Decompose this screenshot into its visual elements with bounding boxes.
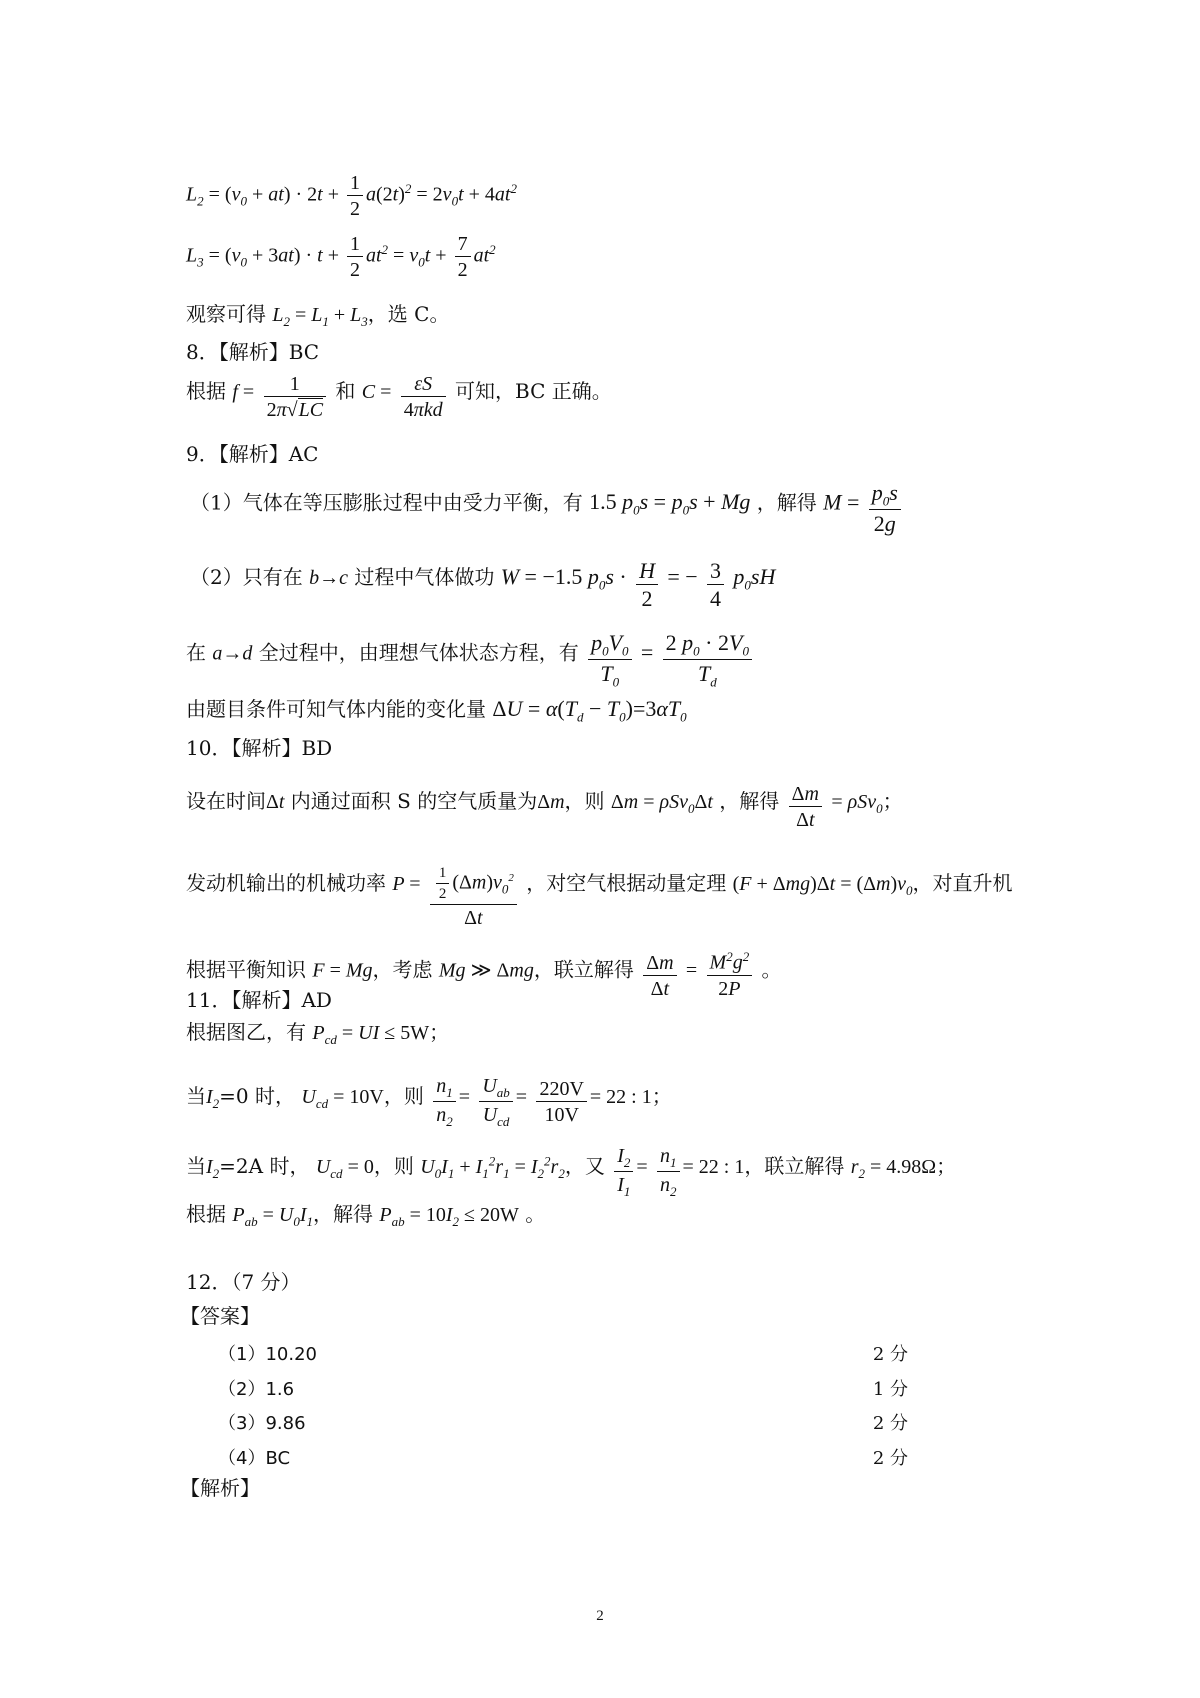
q10-heading: 10．【解析】BD: [186, 736, 333, 760]
q10-part3: 根据平衡知识 F = Mg，考虑 Mg ≫ Δmg，联立解得 $\frac{\Delta m}{\Delta t}$ = $\frac{M^2g^2}{2P}$ 。: [186, 949, 782, 1000]
q11-part3: 当$I_2=2A$ 时， $U_{cd} = 0$，则 $U_0I_1 + I_1^2r_1 = I_2^2r_2$，又 $\frac{I_2}{I_1}$ = $\frac{n_1}{n_2}$ = 22 : 1，联立解得 $r_2 = 4.98\Omega$；: [186, 1145, 957, 1199]
answer-row: [218, 1409, 908, 1435]
equation-L3: $L_3 = (v_0 + 3at) \cdot t$ + $\frac{1}{2}$ $at^2 = v_0t$ + $\frac{7}{2}$ $at^2$: [186, 233, 496, 281]
q10-p3-b: ，考虑: [372, 957, 433, 982]
q10-p1-c: ，则: [564, 789, 605, 813]
q8-heading: 8．【解析】BC: [186, 340, 320, 364]
q12-answer-label: 【答案】: [180, 1304, 260, 1328]
q11-p4-c: 。: [525, 1202, 546, 1226]
q9-part3-text-b: 全过程中，由理想气体状态方程，有: [258, 640, 579, 665]
answer-row: [218, 1444, 908, 1470]
q9-part4: 由题目条件可知气体内能的变化量 $\Delta U = \alpha(T_d - T_0)=3\alpha T_0$: [186, 696, 687, 725]
q9-part3: 在 a→d 全过程中，由理想气体状态方程，有 $\frac{p_0V_0}{T_0}$ = $\frac{2 p_0 \cdot 2V_0}{T_d}$: [186, 632, 755, 689]
q9-part3-text: 在: [186, 640, 206, 665]
q10-part1: 设在时间Δt 内通过面积 S 的空气质量为Δm，则 Δm = ρSv$_0$Δt ，解得 $\frac{\Delta m}{\Delta t}$ = ρSv$_0$；: [186, 783, 903, 831]
q11-part4: 根据 $P_{ab} = U_0I_1$，解得 $P_{ab} = 10I_2 \le 20W$ 。: [186, 1202, 546, 1229]
q9-part2: （2）只有在 b→c 过程中气体做功 W = −1.5 $p_0s$ · $\frac{H}{2}$ = − $\frac{3}{4}$ $p_0sH$: [190, 558, 776, 611]
q10-p1-b: 内通过面积 S 的空气质量为: [290, 789, 538, 813]
q11-p4-a: 根据: [186, 1202, 226, 1226]
answer-points: 1 分: [872, 1379, 908, 1400]
page-number: 2: [596, 1608, 604, 1624]
q11-p2-b: =0 时，: [219, 1084, 296, 1108]
answer-row: [218, 1340, 908, 1366]
observe-prefix: 观察可得: [186, 302, 266, 326]
q10-p3-d: 。: [761, 957, 782, 982]
q11-p4-b: ，解得: [312, 1202, 373, 1226]
equation-L2: $L_2 = (v_0 + at) \cdot 2t$ + $\frac{1}{2}$ $a(2t)^2 = 2v_0t + 4at^2$: [186, 172, 517, 220]
q9-part2-text-b: 过程中气体做功: [354, 565, 495, 589]
q11-p2-c: ，则: [383, 1084, 424, 1108]
q10-p2-a: 发动机输出的机械功率: [186, 871, 386, 895]
answer-points: 2 分: [872, 1448, 908, 1469]
q9-heading: 9．【解析】AC: [186, 442, 319, 466]
q11-p3-f: ；: [936, 1154, 957, 1178]
q9-part1-text-b: ，解得: [756, 490, 817, 515]
q9-part1-text: （1）气体在等压膨胀过程中由受力平衡，有: [190, 490, 583, 515]
q10-p1-e: ；: [882, 789, 903, 813]
q10-p2-b: ，对空气根据动量定理: [526, 871, 727, 895]
q11-p3-a: 当: [186, 1154, 206, 1178]
q11-p1-b: ；: [429, 1020, 450, 1044]
q8-he: 和: [335, 379, 356, 403]
q11-part1: 根据图乙，有 $P_{cd}$ = UI ≤ 5W；: [186, 1020, 450, 1047]
answer-label: （4）BC: [218, 1448, 291, 1469]
q12-analysis-label: 【解析】: [180, 1476, 260, 1500]
answer-label: （3）9.86: [218, 1413, 306, 1434]
q11-part2: 当$I_2=0$ 时， $U_{cd} = 10V$，则 $\frac{n_1}{n_2}$ = $\frac{U_{ab}}{U_{cd}}$ = $\frac{220V}{10V}$ = 22 : 1；: [186, 1075, 672, 1129]
answer-label: （1）10.20: [218, 1344, 317, 1365]
answer-row: [218, 1375, 908, 1401]
answer-label: （2）1.6: [218, 1379, 295, 1400]
q8-genju: 根据: [186, 379, 226, 403]
q10-p2-c: ，对直升机: [912, 871, 1013, 895]
q10-p1-a: 设在时间: [186, 789, 266, 813]
q11-p3-b: =2A 时，: [219, 1154, 310, 1178]
q11-p3-c: ，则: [373, 1154, 414, 1178]
q11-heading: 11．【解析】AD: [186, 988, 332, 1012]
q8-tail: 可知，BC 正确。: [455, 379, 612, 403]
q11-p2-d: ；: [651, 1084, 672, 1108]
q10-p1-d: ，解得: [719, 789, 780, 813]
observe-line: 观察可得 $L_2 = L_1 + L_3$，选 C。: [186, 302, 450, 329]
q11-p2-a: 当: [186, 1084, 206, 1108]
q12-heading: 12．（7 分）: [186, 1270, 301, 1294]
q11-p1-a: 根据图乙，有: [186, 1020, 306, 1044]
answer-points: 2 分: [872, 1413, 908, 1434]
observe-tail: ，选 C。: [367, 302, 450, 326]
q11-p3-d: ，又: [564, 1154, 605, 1178]
q8-formula-line: 根据 f = $\frac{1}{2\pi√LC}$ 和 C = $\frac{\varepsilon S}{\text{4πkd}}$ 可知，BC 正确。: [186, 373, 612, 421]
q10-part2: 发动机输出的机械功率 P = $\frac{1}{2}$ $(\Delta m)v_0^2$ Δt ，对空气根据动量定理 $(F + \Delta mg)\Delta t = (\Delta m)v_0$，对直升机: [186, 865, 1013, 929]
q10-p3-a: 根据平衡知识: [186, 957, 306, 982]
answer-points: 2 分: [872, 1344, 908, 1365]
q11-p3-e: ，联立解得: [744, 1154, 845, 1178]
q9-part2-text: （2）只有在: [190, 565, 303, 589]
q10-p3-c: ，联立解得: [533, 957, 634, 982]
q9-part4-text: 由题目条件可知气体内能的变化量: [186, 697, 486, 721]
q9-part1: （1）气体在等压膨胀过程中由受力平衡，有 1.5 $p_0s = p_0s + Mg$ ，解得 M = $\frac{p_0s}{2g}$: [190, 482, 904, 535]
